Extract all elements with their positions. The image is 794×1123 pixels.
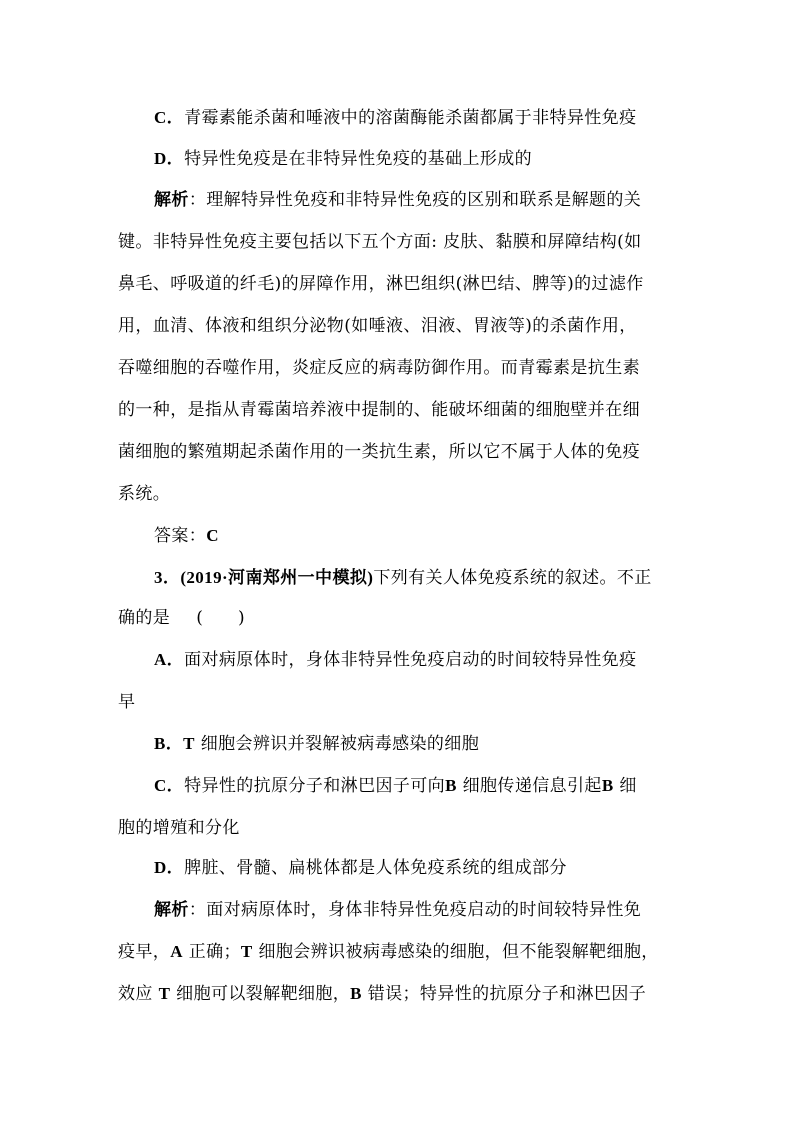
option-ref: B xyxy=(350,984,362,1003)
analysis-text: 错误；特异性的抗原分子和淋巴因子 xyxy=(361,984,647,1004)
q3-option-a-cont: 早 xyxy=(118,692,136,712)
q2-analysis-line-2: 键。非特异性免疫主要包括以下五个方面: 皮肤、黏膜和屏障结构(如 xyxy=(118,232,642,252)
q3-analysis-line-3 xyxy=(118,984,646,1004)
q2-option-d xyxy=(154,149,532,169)
answer-value: C xyxy=(206,526,219,545)
analysis-text: 效应 xyxy=(118,984,159,1004)
b-cell-letter: B xyxy=(445,776,457,795)
analysis-label: 解析 xyxy=(154,190,189,209)
option-letter: B． xyxy=(154,734,184,753)
t-cell-letter: T xyxy=(158,984,171,1003)
option-text: 细胞会辨识并裂解被病毒感染的细胞 xyxy=(194,734,480,754)
b-cell-letter: B xyxy=(601,776,614,795)
q3-analysis-line-2 xyxy=(118,942,659,962)
answer-label: 答案： xyxy=(154,526,207,546)
option-text: 青霉素能杀菌和唾液中的溶菌酶能杀菌都属于非特异性免疫 xyxy=(184,108,637,128)
option-text: 细 xyxy=(613,776,637,796)
q3-stem-line-2 xyxy=(118,608,245,628)
q3-option-c-cont: 胞的增殖和分化 xyxy=(118,818,240,838)
stem-text: 下列有关人体免疫系统的叙述。不正 xyxy=(373,568,652,588)
q3-stem-line-1 xyxy=(154,568,652,588)
q2-answer xyxy=(154,526,219,546)
analysis-text: 细胞可以裂解靶细胞， xyxy=(170,984,351,1004)
option-letter: D． xyxy=(154,149,185,168)
q2-analysis-line-3: 鼻毛、呼吸道的纤毛)的屏障作用，淋巴组织(淋巴结、脾等)的过滤作 xyxy=(118,274,644,294)
analysis-text: ：理解特异性免疫和非特异性免疫的区别和联系是解题的关 xyxy=(188,190,642,210)
analysis-text: 疫早， xyxy=(118,942,171,962)
analysis-text: 细胞会辨识被病毒感染的细胞，但不能裂解靶细胞， xyxy=(252,942,659,962)
q2-option-c xyxy=(154,108,636,128)
analysis-text: ：面对病原体时，身体非特异性免疫启动的时间较特异性免 xyxy=(188,900,642,920)
q2-analysis-line-1 xyxy=(154,190,641,210)
option-text: 特异性的抗原分子和淋巴因子可向 xyxy=(184,776,446,796)
answer-blank: ( ) xyxy=(196,608,246,628)
stem-text: 确的是 xyxy=(118,608,171,628)
q3-analysis-line-1 xyxy=(154,900,641,920)
q2-analysis-line-7: 菌细胞的繁殖期起杀菌作用的一类抗生素，所以它不属于人体的免疫 xyxy=(118,442,640,462)
question-source: (2019·河南郑州一中模拟) xyxy=(180,568,374,587)
q3-option-b xyxy=(154,734,479,754)
q2-analysis-line-6: 的一种，是指从青霉菌培养液中提制的、能破坏细菌的细胞壁并在细 xyxy=(118,400,640,420)
option-letter: D． xyxy=(154,858,185,877)
q3-option-d xyxy=(154,858,567,878)
q3-option-c xyxy=(154,776,637,796)
option-text: 面对病原体时，身体非特异性免疫启动的时间较特异性免疫 xyxy=(184,650,637,670)
question-number: 3． xyxy=(154,568,181,587)
option-ref: A xyxy=(170,942,183,961)
analysis-text: 正确； xyxy=(182,942,241,962)
q3-option-a xyxy=(154,650,636,670)
option-text: 细胞传递信息引起 xyxy=(456,776,602,796)
option-letter: A． xyxy=(154,650,185,669)
option-text: 特异性免疫是在非特异性免疫的基础上形成的 xyxy=(184,149,533,169)
t-cell-letter: T xyxy=(240,942,253,961)
option-letter: C． xyxy=(154,776,185,795)
q2-analysis-line-8: 系统。 xyxy=(118,484,171,504)
t-cell-letter: T xyxy=(183,734,195,753)
q2-analysis-line-5: 吞噬细胞的吞噬作用，炎症反应的病毒防御作用。而青霉素是抗生素 xyxy=(118,358,640,378)
option-text: 脾脏、骨髓、扁桃体都是人体免疫系统的组成部分 xyxy=(184,858,567,878)
q2-analysis-line-4: 用，血清、体液和组织分泌物(如唾液、泪液、胃液等)的杀菌作用， xyxy=(118,316,637,336)
analysis-label: 解析 xyxy=(154,900,189,919)
option-letter: C． xyxy=(154,108,185,127)
